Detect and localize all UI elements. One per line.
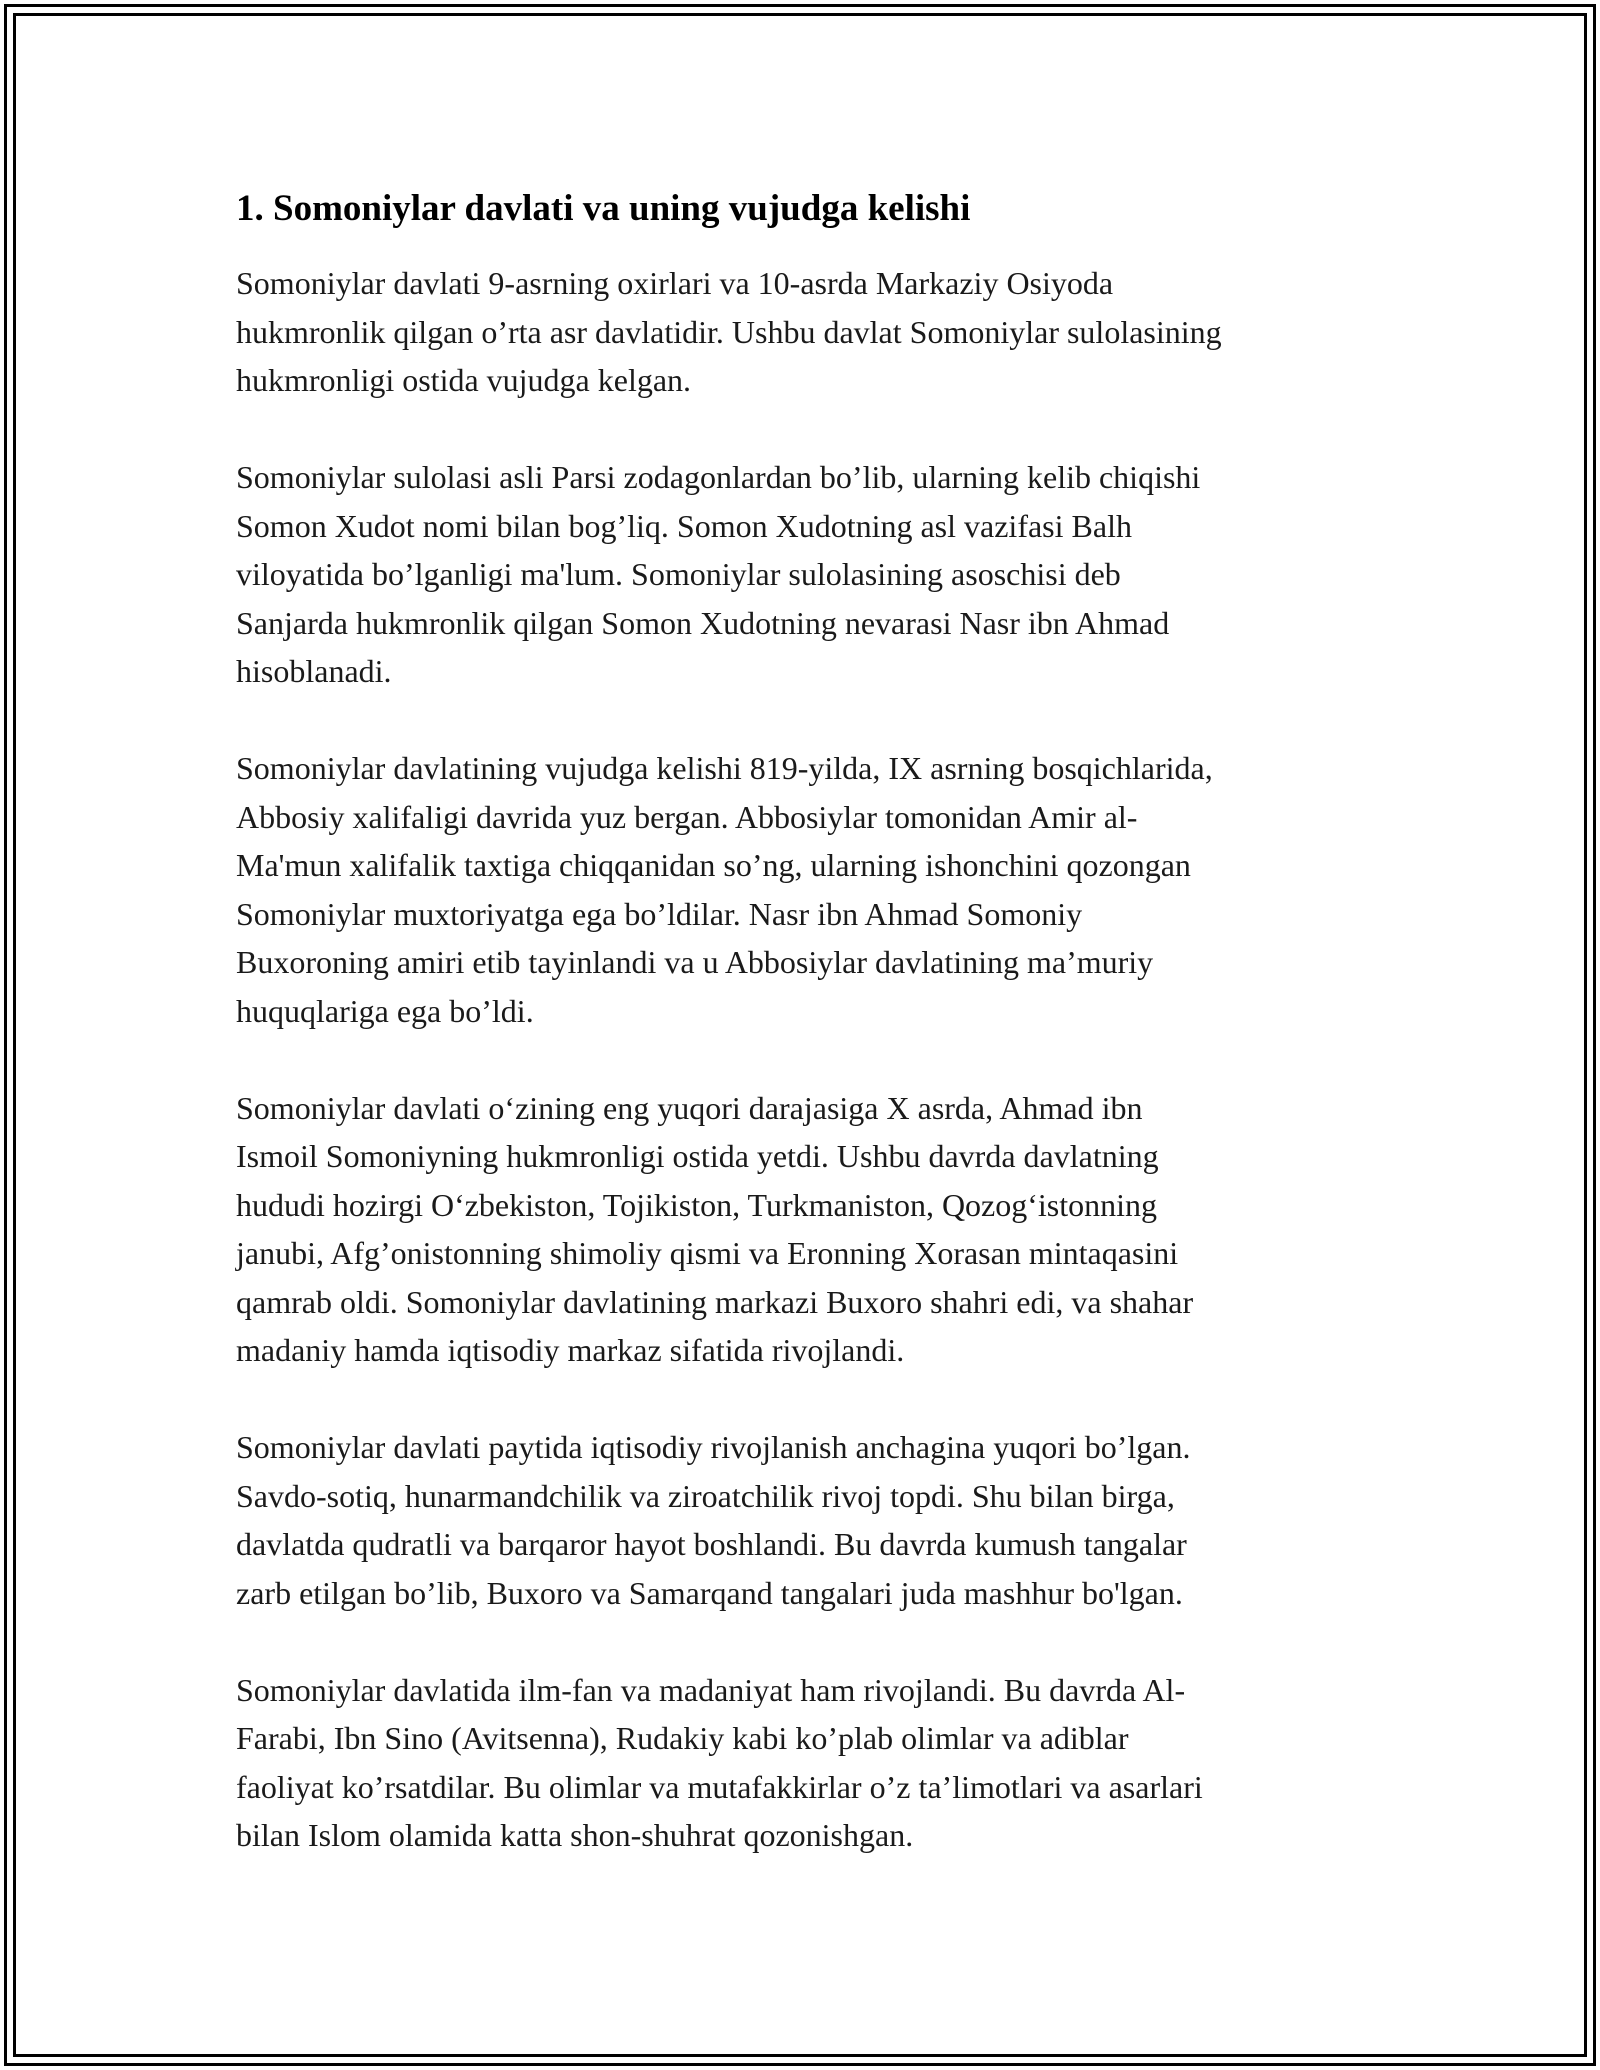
paragraph-economy: Somoniylar davlati paytida iqtisodiy rivojlanish anchagina yuqori bo’lgan. Savdo-sotiq, hunarmandchilik va ziroatchilik rivoj topdi. Shu bilan birga, davlatda qudratli va barqaror hayot boshlandi. Bu davrda kumush tangalar zarb etilgan bo’lib, Buxoro va Samarqand tangalari juda mashhur bo'lgan.: [236, 1429, 1191, 1611]
paragraph-formation: Somoniylar davlatining vujudga kelishi 819-yilda, IX asrning bosqichlarida, Abbosiy xalifaligi davrida yuz bergan. Abbosiylar tomonidan Amir al- Ma'mun xalifalik taxtiga chiqqanidan so’ng, ularning ishonchini qozongan Somoniylar muxtoriyatga ega bo’ldilar. Nasr ibn Ahmad Somoniy Buxoroning amiri etib tayinlandi va u Abbosiylar davlatining ma’muriy huquqlariga ega bo’ldi.: [236, 750, 1213, 1029]
document-body: [236, 185, 1376, 1908]
paragraph-culture: Somoniylar davlatida ilm-fan va madaniyat ham rivojlandi. Bu davrda Al- Farabi, Ibn Sino (Avitsenna), Rudakiy kabi ko’plab olimlar va adiblar faoliyat ko’rsatdilar. Bu olimlar va mutafakkirlar o’z ta’limotlari va asarlari bilan Islom olamida katta shon-shuhrat qozonishgan.: [236, 1671, 1203, 1854]
paragraph-origin: Somoniylar davlati 9-asrning oxirlari va 10-asrda Markaziy Osiyoda hukmronlik qilgan o’rta asr davlatidir. Ushbu davlat Somoniylar sulolasining hukmronligi ostida vujudga kelgan.: [236, 265, 1222, 399]
paragraph-dynasty: Somoniylar sulolasi asli Parsi zodagonlardan bo’lib, ularning kelib chiqishi Somon Xudot nomi bilan bog’liq. Somon Xudotning asl vazifasi Balh viloyatida bo’lganligi ma'lum. Somoniylar sulolasining asoschisi deb Sanjarda hukmronlik qilgan Somon Xudotning nevarasi Nasr ibn Ahmad hisoblanadi.: [236, 459, 1201, 690]
section-heading: 1. Somoniylar davlati va uning vujudga kelishi: [236, 188, 971, 229]
paragraph-peak: Somoniylar davlati o‘zining eng yuqori darajasiga X asrda, Ahmad ibn Ismoil Somoniyning hukmronligi ostida yetdi. Ushbu davrda davlatning hududi hozirgi O‘zbekiston, Tojikiston, Turkmaniston, Qozog‘istonning janubi, Afg’onistonning shimoliy qismi va Eronning Xorasan mintaqasini qamrab oldi. Somoniylar davlatining markazi Buxoro shahri edi, va shahar madaniy hamda iqtisodiy markaz sifatida rivojlandi.: [236, 1089, 1194, 1369]
